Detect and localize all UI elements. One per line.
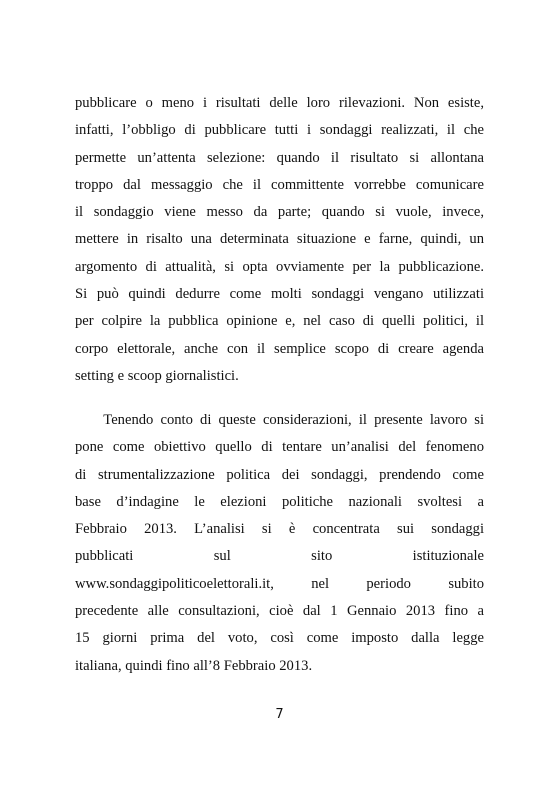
text-line: Febbraio 2013. L’analisi si è concentrata sui sondaggi [75, 521, 484, 538]
text-line: Tenendo conto di queste considerazioni, il presente lavoro si [75, 412, 484, 428]
text-line: di strumentalizzazione politica dei sondaggi, prendendo come [75, 466, 484, 483]
text-line: troppo dal messaggio che il committente vorrebbe comunicare [75, 176, 484, 193]
text-line: pubblicati sul sito istituzionale [75, 548, 484, 565]
text-line: pubblicare o meno i risultati delle loro rilevazioni. Non esiste, [75, 95, 484, 111]
text-line: corpo elettorale, anche con il semplice scopo di creare agenda [75, 340, 484, 357]
text-line: mettere in risalto una determinata situazione e farne, quindi, un [75, 231, 484, 248]
text-line: italiana, quindi fino all’8 Febbraio 2013. [75, 657, 313, 674]
text-line: argomento di attualità, si opta ovviamente per la pubblicazione. [75, 258, 484, 275]
text-line: pone come obiettivo quello di tentare un’analisi del fenomeno [75, 439, 484, 456]
text-line: per colpire la pubblica opinione e, nel caso di quelli politici, il [75, 313, 484, 330]
text-line: il sondaggio viene messo da parte; quando si vuole, invece, [75, 204, 484, 221]
text-line: www.sondaggipoliticoelettorali.it, nel periodo subito [75, 575, 484, 592]
paragraph-1 [75, 90, 484, 390]
text-line: infatti, l’obbligo di pubblicare tutti i sondaggi realizzati, il che [75, 122, 484, 139]
paragraph-2 [75, 407, 484, 680]
text-line: setting e scoop giornalistici. [75, 367, 239, 384]
text-line: precedente alle consultazioni, cioè dal 1 Gennaio 2013 fino a [75, 603, 484, 620]
text-line: 15 giorni prima del voto, così come imposto dalla legge [75, 630, 484, 647]
text-line: Si può quindi dedurre come molti sondaggi vengano utilizzati [75, 286, 484, 303]
page-number: 7 [275, 707, 284, 722]
text-line: permette un’attenta selezione: quando il risultato si allontana [75, 149, 484, 166]
text-line: base d’indagine le elezioni politiche nazionali svoltesi a [75, 493, 484, 510]
